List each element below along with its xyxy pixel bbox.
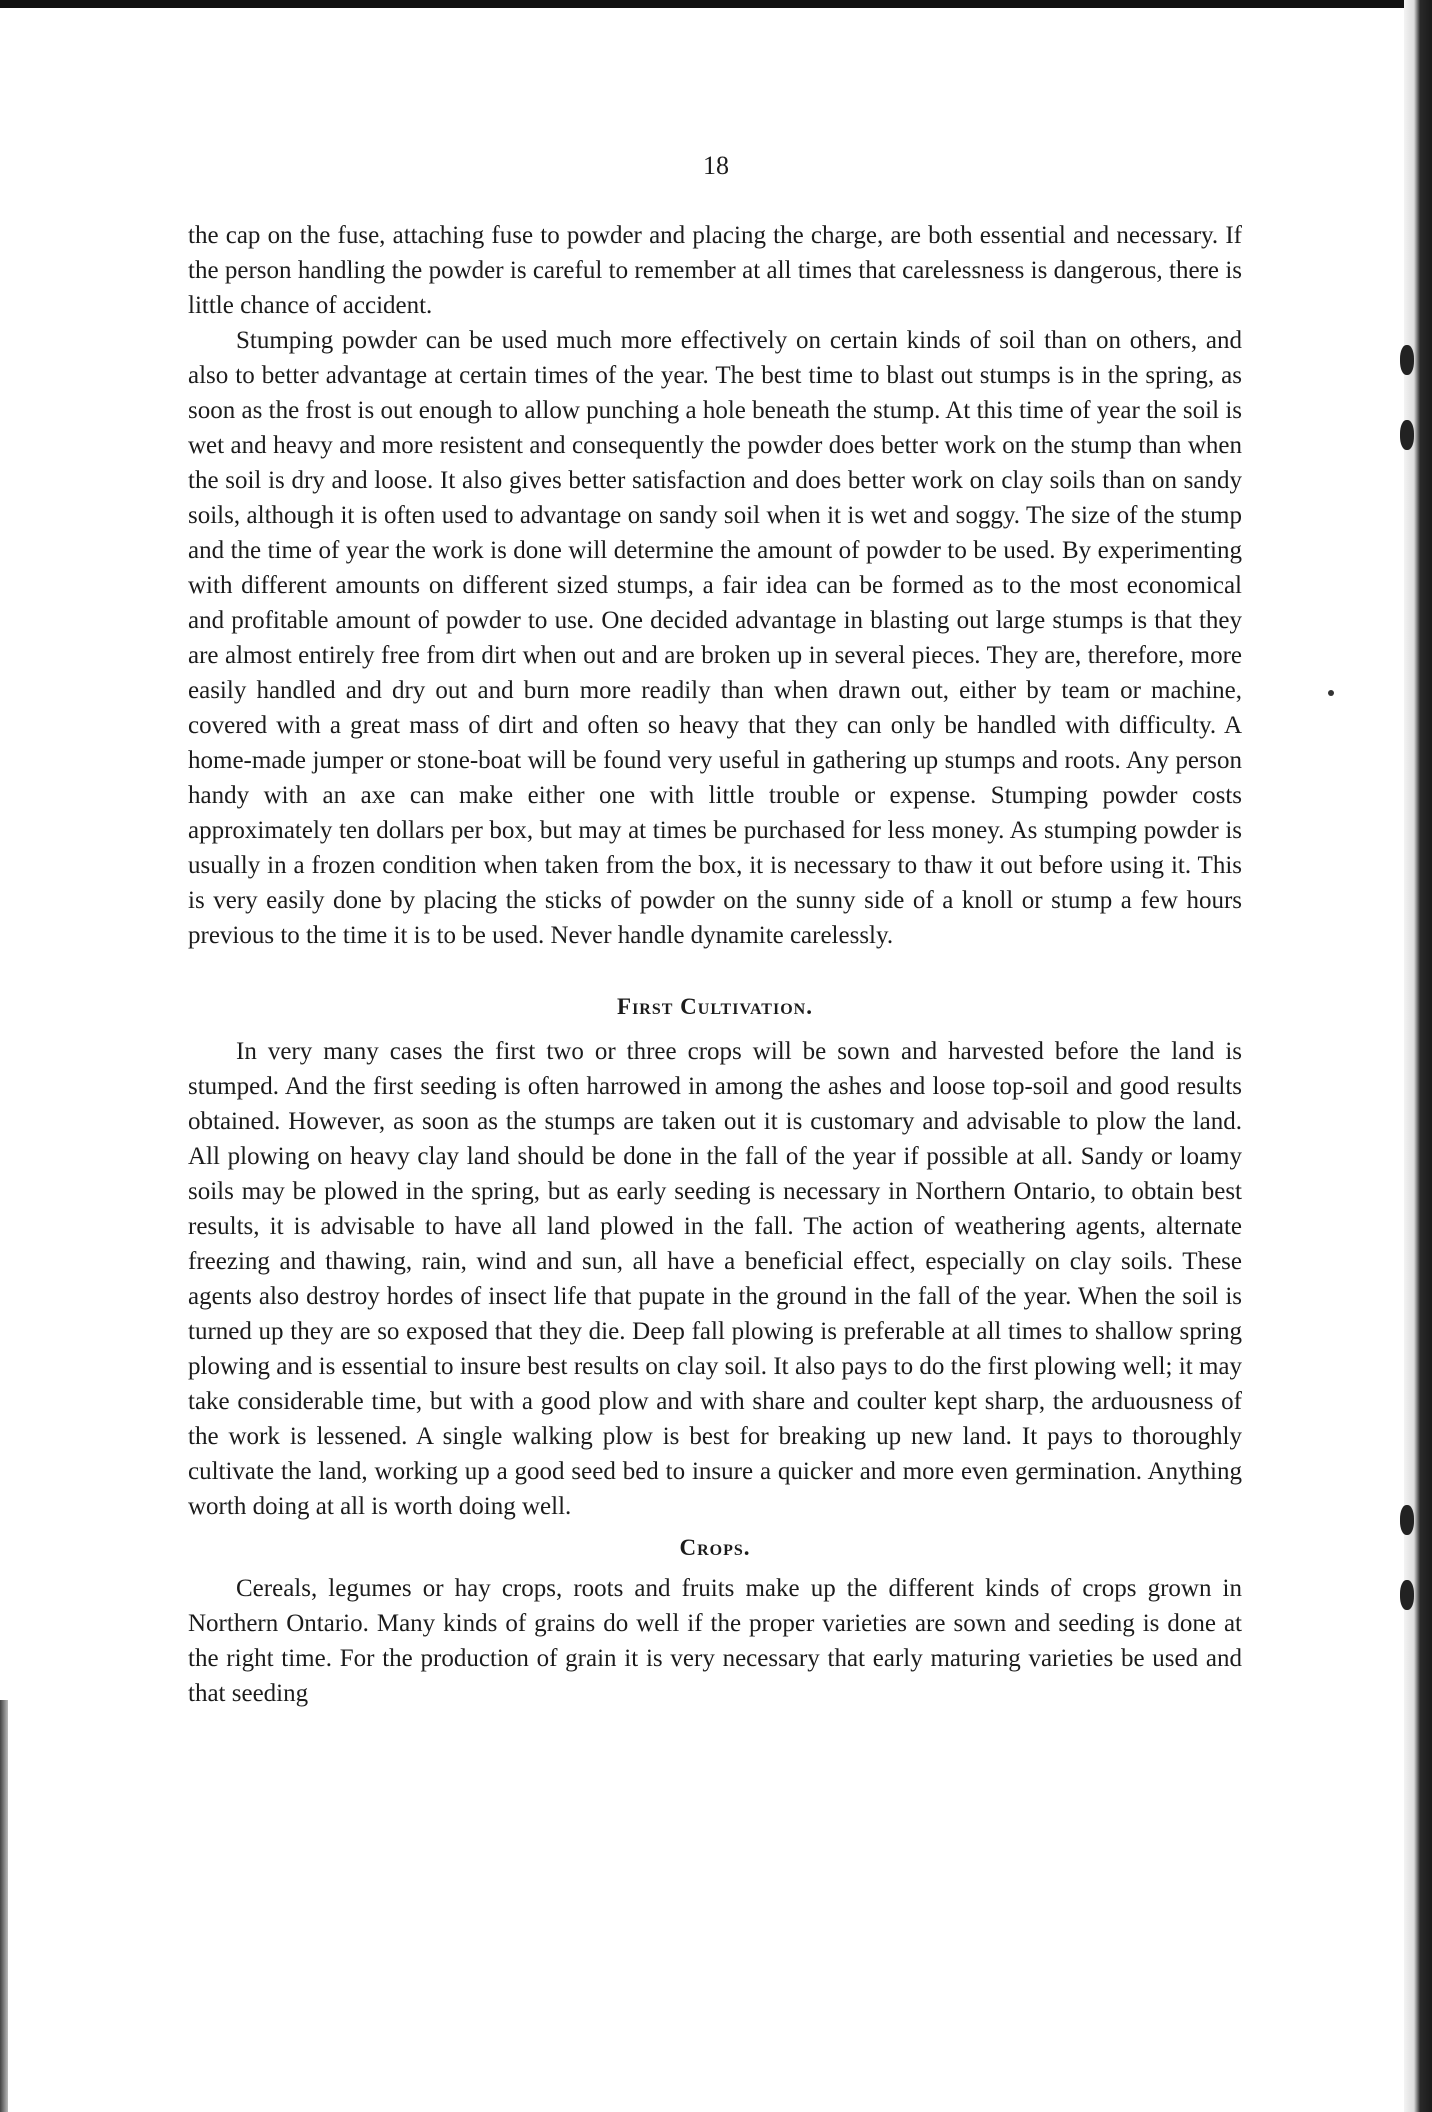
paragraph-blasting-safety: the cap on the fuse, attaching fuse to powder and placing the charge, are both essential and necessary. If the person handling the powder is careful to remember at all times that carelessness is dangerous, there is little chance of accident. (188, 222, 1242, 319)
binding-mark (1400, 345, 1414, 375)
heading-crops: Crops. (679, 1535, 751, 1560)
binding-mark (1400, 1505, 1414, 1535)
heading-first-cultivation: First Cultivation. (617, 994, 813, 1019)
paragraph-crops: Cereals, legumes or hay crops, roots and fruits make up the different kinds of crops grown in Northern Ontario. Many kinds of grains do well if the proper varieties are sown and seeding is done at the right time. For the production of grain it is very necessary that early maturing varieties be used and that seeding (188, 1575, 1242, 1707)
page-body (188, 218, 1242, 1711)
scan-border-right (1404, 0, 1432, 2112)
paragraph-stumping-powder: Stumping powder can be used much more effectively on certain kinds of soil than on others, and also to better advantage at certain times of the year. The best time to blast out stumps is in the spring, as soon as the frost is out enough to allow punching a hole beneath the stump. At this time of year the soil is wet and heavy and more resistent and consequently the powder does better work on the stump than when the soil is dry and loose. It also gives better satisfaction and does better work on clay soils than on sandy soils, although it is often used to advantage on sandy soil when it is wet and soggy. The size of the stump and the time of year the work is done will determine the amount of powder to be used. By experimenting with different amounts on different sized stumps, a fair idea can be formed as to the most economical and profitable amount of powder to use. One decided advantage in blasting out large stumps is that they are almost entirely free from dirt when out and are broken up in several pieces. They are, therefore, more easily handled and dry out and burn more readily than when drawn out, either by team or machine, covered with a great mass of dirt and often so heavy that they can only be handled with difficulty. A home-made jumper or stone-boat will be found very useful in gathering up stumps and roots. Any person handy with an axe can make either one with little trouble or expense. Stumping powder costs approximately ten dollars per box, but may at times be purchased for less money. As stumping powder is usually in a frozen condition when taken from the box, it is necessary to thaw it out before using it. This is very easily done by placing the sticks of powder on the sunny side of a knoll or stump a few hours previous to the time it is to be used. Never handle dynamite carelessly. (188, 327, 1242, 949)
page-number: 18 (703, 151, 729, 180)
paragraph-first-cultivation: In very many cases the first two or three crops will be sown and harvested before the land is stumped. And the first seeding is often harrowed in among the ashes and loose top-soil and good results obtained. However, as soon as the stumps are taken out it is customary and advisable to plow the land. All plowing on heavy clay land should be done in the fall of the year if possible at all. Sandy or loamy soils may be plowed in the spring, but as early seeding is necessary in Northern Ontario, to obtain best results, it is advisable to have all land plowed in the fall. The action of weathering agents, alternate freezing and thawing, rain, wind and sun, all have a beneficial effect, especially on clay soils. These agents also destroy hordes of insect life that pupate in the ground in the fall of the year. When the soil is turned up they are so exposed that they die. Deep fall plowing is preferable at all times to shallow spring plowing and is essential to insure best results on clay soil. It also pays to do the first plowing well; it may take considerable time, but with a good plow and with share and coulter kept sharp, the arduousness of the work is lessened. A single walking plow is best for breaking up new land. It pays to thoroughly cultivate the land, working up a good seed bed to insure a quicker and more even germination. Anything worth doing at all is worth doing well. (188, 1038, 1242, 1520)
scan-border-left (0, 1700, 8, 2112)
binding-mark (1400, 420, 1414, 450)
binding-mark (1400, 1580, 1414, 1610)
ink-speck (1328, 690, 1334, 696)
scan-border-top (0, 0, 1432, 8)
